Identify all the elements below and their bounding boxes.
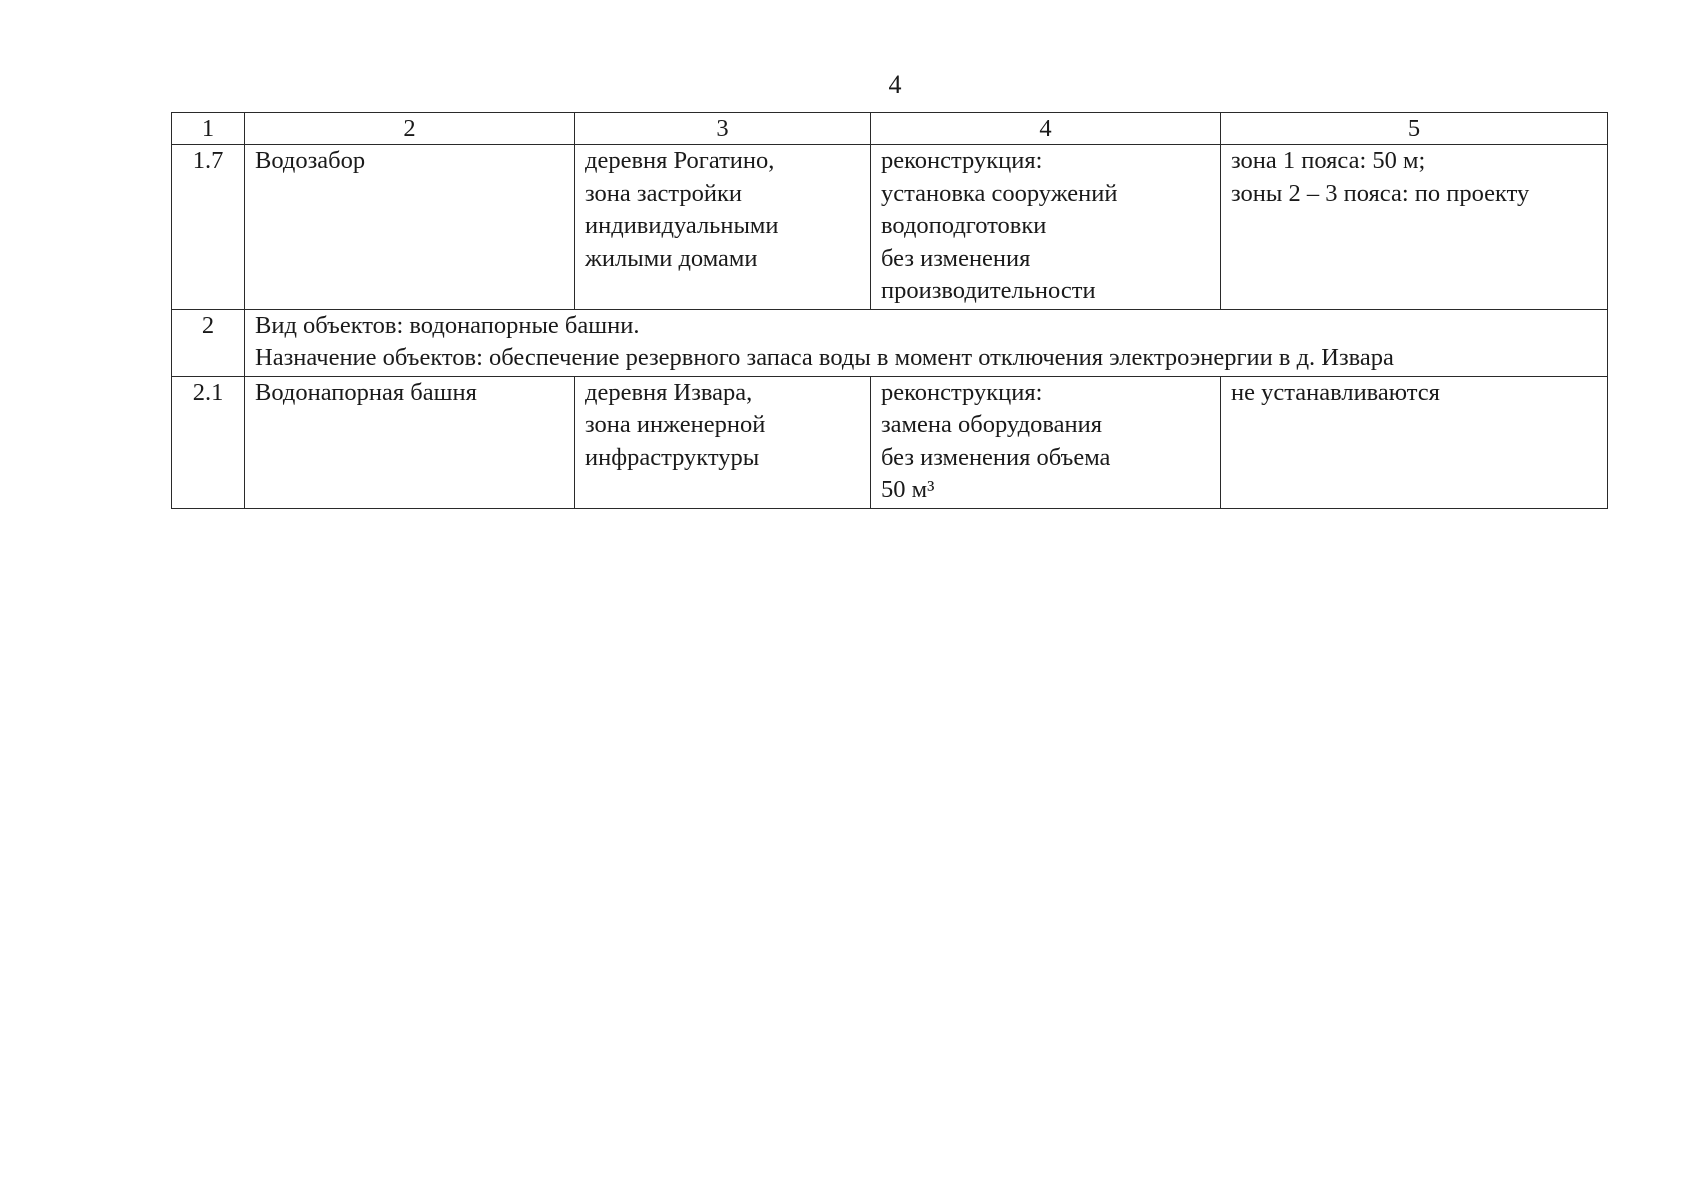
object-location bbox=[575, 145, 871, 310]
location-line: зона инженерной bbox=[585, 411, 766, 438]
object-characteristics bbox=[871, 376, 1221, 508]
characteristics-line: 50 м³ bbox=[881, 476, 935, 503]
objects-table bbox=[171, 112, 1608, 509]
characteristics-line: без изменения объема bbox=[881, 443, 1111, 471]
characteristics-line: без изменения bbox=[881, 244, 1031, 272]
location-line: деревня Извара, bbox=[585, 378, 753, 406]
row-number: 1.7 bbox=[172, 145, 245, 310]
section-purpose-line: Назначение объектов: обеспечение резервного запаса воды в момент отключения электроэнергии в д. Извара bbox=[255, 344, 1394, 371]
characteristics-line: производительности bbox=[881, 277, 1096, 304]
section-description bbox=[245, 309, 1608, 376]
characteristics-line: реконструкция: bbox=[881, 378, 1043, 406]
location-line: зона застройки bbox=[585, 179, 742, 207]
characteristics-line: водоподготовки bbox=[881, 212, 1047, 239]
location-line: индивидуальными bbox=[585, 212, 779, 239]
zones-line: не устанавливаются bbox=[1231, 378, 1440, 406]
column-header-2: 2 bbox=[245, 113, 575, 145]
characteristics-line: реконструкция: bbox=[881, 147, 1043, 174]
zones-line: зона 1 пояса: 50 м; bbox=[1231, 147, 1426, 174]
column-header-4: 4 bbox=[871, 113, 1221, 145]
page-number: 4 bbox=[888, 70, 902, 99]
characteristics-line: замена оборудования bbox=[881, 411, 1102, 438]
zones-line: зоны 2 – 3 пояса: по проекту bbox=[1231, 179, 1530, 207]
table-row-2-1 bbox=[172, 376, 1608, 508]
location-line: деревня Рогатино, bbox=[585, 147, 775, 174]
column-header-1: 1 bbox=[172, 113, 245, 145]
characteristics-line: установка сооружений bbox=[881, 179, 1118, 207]
object-name: Водонапорная башня bbox=[245, 376, 575, 508]
section-type-line: Вид объектов: водонапорные башни. bbox=[255, 311, 640, 339]
table-header-row bbox=[172, 113, 1608, 145]
location-line: жилыми домами bbox=[585, 244, 758, 272]
table-row-1-7 bbox=[172, 145, 1608, 310]
object-zones bbox=[1221, 376, 1608, 508]
table-row-2 bbox=[172, 309, 1608, 376]
object-location bbox=[575, 376, 871, 508]
object-zones bbox=[1221, 145, 1608, 310]
row-number: 2 bbox=[172, 309, 245, 376]
column-header-5: 5 bbox=[1221, 113, 1608, 145]
column-header-3: 3 bbox=[575, 113, 871, 145]
row-number: 2.1 bbox=[172, 376, 245, 508]
location-line: инфраструктуры bbox=[585, 443, 760, 471]
object-characteristics bbox=[871, 145, 1221, 310]
object-name: Водозабор bbox=[245, 145, 575, 310]
